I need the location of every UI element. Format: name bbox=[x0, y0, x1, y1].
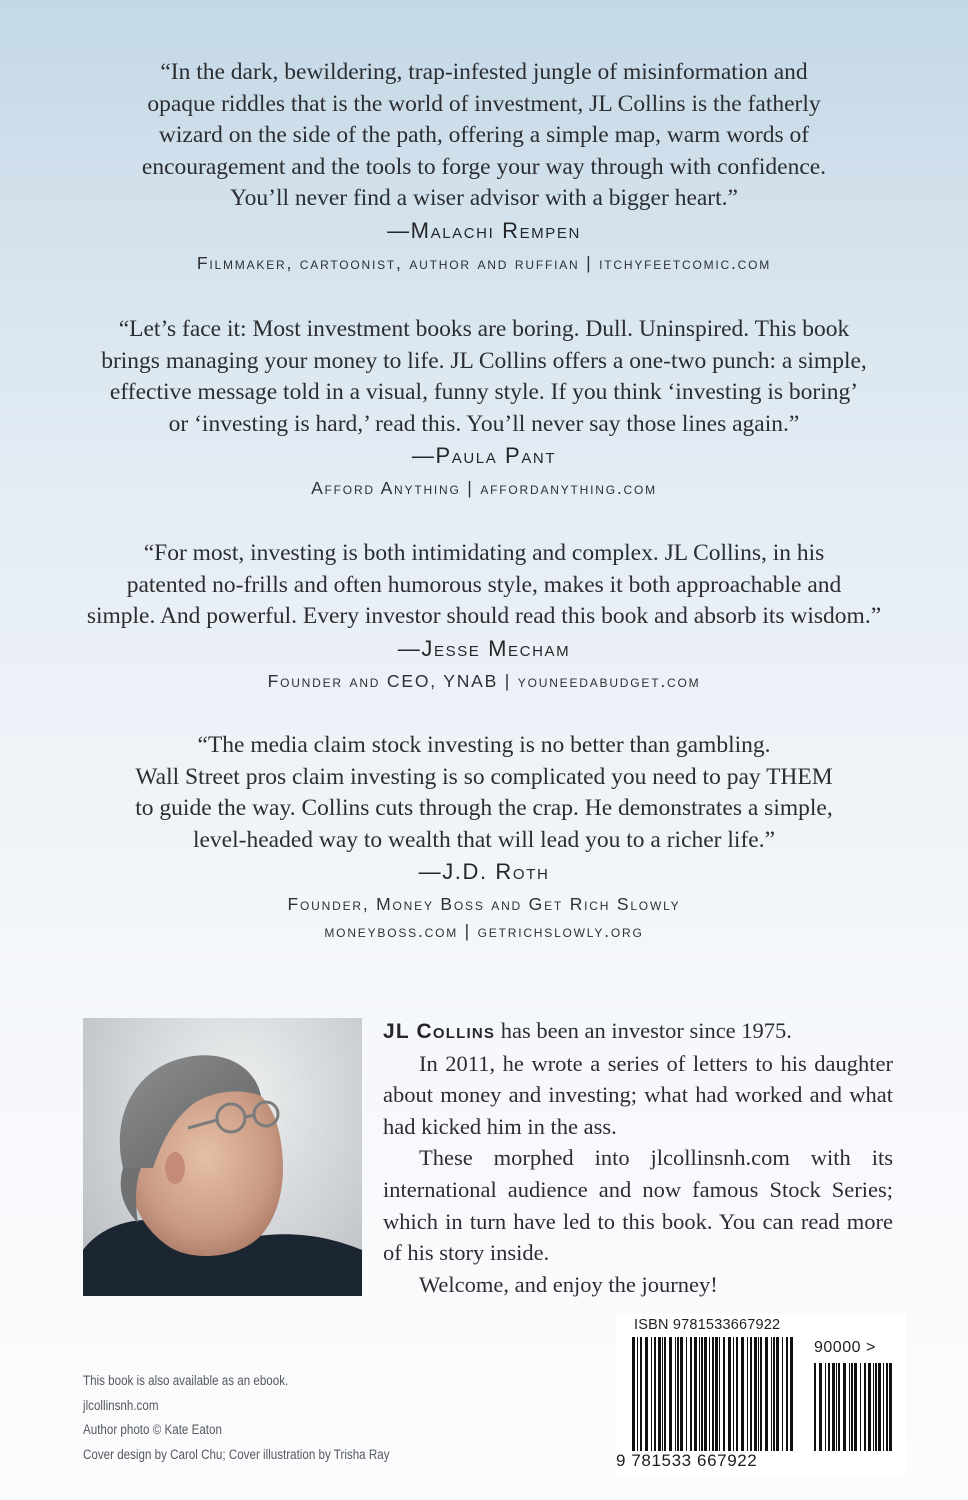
barcode-bar bbox=[814, 1363, 816, 1451]
endorsement-quote: “For most, investing is both intimidating and complex. JL Collins, in his patented no-frills and often humorous style, makes it both approachable and simple. And powerful. Every investor should read this book and absorb its wisdom.” bbox=[86, 540, 882, 630]
ebook-note: This book is also available as an ebook. bbox=[83, 1373, 289, 1388]
barcode-bar bbox=[669, 1337, 672, 1451]
endorsement-malachi-rempen bbox=[0, 57, 968, 277]
endorser-affiliation: Afford Anything | affordanything.com bbox=[311, 478, 657, 499]
barcode-bar bbox=[662, 1337, 663, 1451]
barcode-bar bbox=[878, 1363, 881, 1451]
price-code: 90000 > bbox=[814, 1339, 876, 1356]
barcode-bar bbox=[849, 1363, 850, 1451]
barcode-bar bbox=[654, 1337, 656, 1451]
barcode-bar bbox=[828, 1363, 830, 1451]
barcode-bar bbox=[771, 1337, 772, 1451]
barcode-bar bbox=[733, 1337, 734, 1451]
barcode-bar bbox=[712, 1337, 714, 1451]
price-barcode bbox=[812, 1363, 894, 1451]
author-bio bbox=[383, 1015, 893, 1300]
ean-barcode bbox=[630, 1337, 796, 1451]
barcode-bar bbox=[664, 1337, 666, 1451]
barcode-bar bbox=[658, 1337, 661, 1451]
barcode-bar bbox=[819, 1363, 822, 1451]
endorser-affiliation: Filmmaker, cartoonist, author and ruffian | itchyfeetcomic.com bbox=[196, 252, 772, 273]
barcode-bar bbox=[851, 1363, 853, 1451]
endorsement-quote: “In the dark, bewildering, trap-infested jungle of misinformation and opaque riddles that is the world of investment, JL Collins is the fatherly wizard on the side of the path, offering a simple map, warm words of encouragement and the tools to forge your way through with confidence. You’ll never find a wiser advisor with a bigger heart.” bbox=[141, 59, 827, 212]
barcode-bar bbox=[790, 1337, 793, 1451]
barcode-bar bbox=[640, 1337, 642, 1451]
bio-paragraph: In 2011, he wrote a series of letters to his daughter about money and investing; what had worked and what had kicked him in the ass. bbox=[383, 1050, 893, 1139]
bio-text: has been an investor since 1975. bbox=[495, 1018, 792, 1043]
author-photo bbox=[83, 1018, 362, 1296]
barcode-bar bbox=[838, 1363, 840, 1451]
barcode-bar bbox=[758, 1337, 759, 1451]
barcode-bar bbox=[786, 1337, 788, 1451]
barcode-bar bbox=[854, 1363, 857, 1451]
endorser-name: —Malachi Rempen bbox=[387, 217, 581, 243]
barcode-bar bbox=[754, 1337, 757, 1451]
barcode-bar bbox=[860, 1363, 861, 1451]
barcode-bar bbox=[843, 1363, 846, 1451]
bio-paragraph bbox=[383, 1015, 893, 1048]
barcode-bar bbox=[760, 1337, 762, 1451]
barcode-bar bbox=[776, 1337, 779, 1451]
bio-paragraph: Welcome, and enjoy the journey! bbox=[419, 1271, 718, 1297]
barcode-bar bbox=[699, 1337, 700, 1451]
barcode-bar bbox=[765, 1337, 768, 1451]
design-credit: Cover design by Carol Chu; Cover illustration by Trisha Ray bbox=[83, 1446, 390, 1462]
author-name: JL Collins bbox=[383, 1020, 496, 1043]
barcode-bar bbox=[782, 1337, 783, 1451]
barcode-bar bbox=[750, 1337, 752, 1451]
photo-credit: Author photo © Kate Eaton bbox=[83, 1422, 222, 1437]
barcode-bar bbox=[677, 1337, 679, 1451]
endorser-name: —J.D. Roth bbox=[418, 859, 550, 885]
barcode-bar bbox=[773, 1337, 775, 1451]
barcode-bar bbox=[825, 1363, 826, 1451]
barcode-bar bbox=[741, 1337, 744, 1451]
isbn-label: ISBN 9781533667922 bbox=[634, 1317, 781, 1333]
barcode-bar bbox=[868, 1363, 871, 1451]
barcode-bar bbox=[886, 1363, 888, 1451]
barcode-bar bbox=[719, 1337, 720, 1451]
barcode-bar bbox=[680, 1337, 683, 1451]
barcode-bar bbox=[747, 1337, 748, 1451]
ean-digits: 9 781533 667922 bbox=[616, 1451, 758, 1470]
barcode-bar bbox=[715, 1337, 718, 1451]
cover-credits bbox=[83, 1369, 390, 1467]
barcode-bar bbox=[632, 1337, 635, 1451]
barcode-bar bbox=[645, 1337, 648, 1451]
barcode-bar bbox=[864, 1363, 866, 1451]
endorsement-quote: “The media claim stock investing is no better than gambling. Wall Street pros claim investing is so complicated you need to pay THEM to guide the way. Collins cuts through the crap. He demonstrates a simple, level-headed way to wealth that will lead you to a richer life.” bbox=[135, 732, 833, 853]
barcode-bar bbox=[728, 1337, 731, 1451]
barcode-bar bbox=[875, 1363, 877, 1451]
endorsement-quote: “Let’s face it: Most investment books are boring. Dull. Uninspired. This book brings managing your money to life. JL Collins offers a one-two punch: a simple, effective message told in a visual, funny style. If you think ‘investing is boring’ or ‘investing is hard,’ read this. You’ll never say those lines again.” bbox=[101, 316, 867, 437]
endorsement-jd-roth bbox=[0, 730, 968, 945]
barcode-bar bbox=[709, 1337, 710, 1451]
endorsement-paula-pant bbox=[0, 314, 968, 502]
bio-paragraph: These morphed into jlcollinsnh.com with its international audience and now famous Stock Series; which in turn have led to this book. You can read more of his story inside. bbox=[383, 1145, 893, 1266]
endorser-name: —Jesse Mecham bbox=[397, 635, 571, 661]
endorsement-jesse-mecham bbox=[0, 538, 968, 695]
barcode-bar bbox=[694, 1337, 697, 1451]
website-credit: jlcollinsnh.com bbox=[83, 1397, 159, 1413]
barcode-bar bbox=[690, 1337, 692, 1451]
barcode-bar bbox=[675, 1337, 676, 1451]
barcode-block bbox=[616, 1313, 906, 1477]
endorser-affiliation: Founder, Money Boss and Get Rich Slowly moneyboss.com | getrichslowly.org bbox=[287, 894, 681, 942]
barcode-bar bbox=[889, 1363, 892, 1451]
barcode-bar bbox=[637, 1337, 638, 1451]
barcode-bar bbox=[704, 1337, 707, 1451]
barcode-bar bbox=[651, 1337, 652, 1451]
endorser-name: —Paula Pant bbox=[411, 443, 557, 469]
endorser-affiliation: Founder and CEO, YNAB | youneedabudget.com bbox=[267, 670, 701, 691]
barcode-bar bbox=[723, 1337, 725, 1451]
barcode-bar bbox=[836, 1363, 837, 1451]
barcode-bar bbox=[686, 1337, 687, 1451]
barcode-bar bbox=[701, 1337, 703, 1451]
barcode-bar bbox=[873, 1363, 874, 1451]
barcode-bar bbox=[883, 1363, 884, 1451]
barcode-bar bbox=[832, 1363, 835, 1451]
barcode-bar bbox=[736, 1337, 738, 1451]
